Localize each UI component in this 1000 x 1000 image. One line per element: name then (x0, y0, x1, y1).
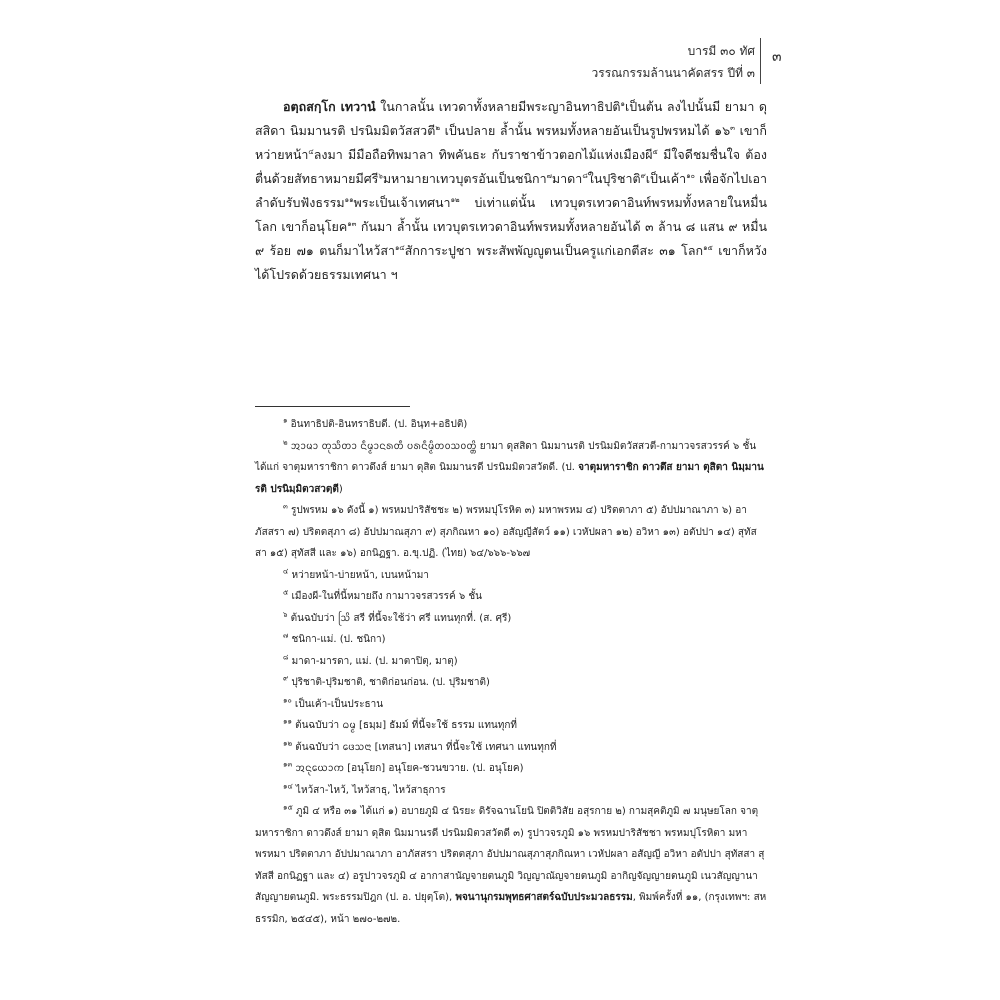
main-text (255, 95, 767, 287)
header-series-title: วรรณกรรมล้านนาคัดสรร ปีที่ ๓ (591, 66, 755, 80)
footnote-mark: ๒ (283, 438, 288, 447)
footnote-mark: ๙ (283, 674, 289, 683)
footnote-tail: , พิมพ์ครั้งที่ ๑๑, (กรุงเทพฯ: สหธรรมิก, ๒๕๔๕), หน้า ๒๗๐-๒๗๒. (255, 892, 767, 925)
footnote-text: ต้นฉบับว่า ᨵᨾ᩠ᨾ [ธมฺม] ธัมม์ ที่นี้จะใช้ ธรรม แทนทุกที่ (291, 720, 518, 731)
footnote-ref: ๓ (730, 123, 735, 132)
footnote-tail: ) (338, 483, 343, 495)
footnote-bold-title: พจนานุกรมพุทธศาสตร์ฉบับประมวลธรรม (455, 892, 633, 903)
footnote-mark: ๑๓ (283, 760, 293, 769)
footnote-mark: ๑๒ (283, 739, 293, 748)
footnote-divider (255, 406, 410, 407)
footnote-text: ᩋᩣᨾᩣ ᨲᩩᩈᩥᨲᩣ ᨶᩥᨾ᩠ᨾᩣᨶᩁᨲᩥ ᨷᩁᨶᩥᨾ᩠ᨾᩥᨲᩅᩈᩅᨲ᩠ᨲᩦ ยามา ดุสสิดา นิมมานรติ ปรนิมมิตวัสสวตี-กามาวจรสวรรค์ ๖ ชั้น ได้แก่ จาตุมหาราชิกา ดาวดึงส์ ยามา ดุสิต นิมมานรดี ปรนิมมิตวสวัตดี. (ป. (255, 440, 757, 473)
footnote-ref: ๑๐ (686, 171, 695, 180)
body-text-segment: เป็นปลาย ล้ำนั้น พรหมทั้งหลายอันเป็นรูปพรหมได้ ๑๖ (439, 123, 731, 138)
footnote (255, 737, 767, 759)
body-text-segment: เขาก็หว่ายหน้า (255, 123, 768, 162)
footnote (255, 608, 767, 630)
footnotes (255, 414, 767, 930)
body-text-segment: กันมา ล้ำนั้น เทวบุตรเทวดาอินท์พรหมทั้งหลายอันได้ ๓ ล้าน ๘ แสน ๙ หมื่น ๙ ร้อย ๗๑ ตนก็มาไหว้สา (255, 219, 767, 258)
footnote (255, 565, 767, 587)
footnote-ref: ๖ (378, 171, 383, 180)
footnote (255, 715, 767, 737)
header-divider (760, 38, 761, 84)
footnote-mark: ๑ (283, 416, 288, 425)
body-text-segment: มีใจดีชมชื่นใจ ต้องตื่นด้วยสัทธาหมายมีศรี (255, 147, 767, 186)
footnote-ref: ๙ (640, 171, 646, 180)
footnote-text: ต้นฉบับว่า ᨴᩮᩈᨶᩣ [เทสนา] เทสนา ที่นี้จะใช้ เทศนา แทนทุกที่ (292, 741, 557, 753)
footnote (255, 780, 767, 802)
footnote-bold-title: จาตุมหาราชิก ดาวตึส ยามา ตุสิตา นิมฺมานรติ ปรนิมฺมิตวสวตฺตี (255, 462, 764, 495)
footnote-ref: ๑๓ (347, 219, 357, 228)
footnote-text: เป็นเค้า-เป็นประธาน (291, 698, 384, 710)
footnote-mark: ๔ (283, 567, 289, 576)
lead-phrase: อตฺถสกฺโก เทวานํ (283, 99, 376, 114)
footnote-mark: ๘ (283, 653, 289, 662)
footnote-mark: ๓ (283, 502, 288, 511)
footnote-ref: ๔ (308, 147, 314, 156)
body-text-segment: ในปุริชาติ (587, 171, 641, 186)
body-text-segment: มาดา (551, 171, 583, 186)
body-text (255, 99, 767, 282)
footnote-text: หว่ายหน้า-บ่ายหน้า, เบนหน้ามา (288, 569, 429, 581)
footnote-mark: ๑๕ (283, 803, 293, 812)
footnote-text: ไหว้สา-ไหว้, ไหว้สาธุ, ไหว้สาธุการ (292, 784, 446, 796)
footnote-text: ต้นฉบับว่า ᩈᩕᩦ สรี ที่นี้จะใช้ว่า ศรี แทนทุกที่. (ส. ศฺรี) (287, 612, 512, 624)
body-text-segment: มหามายาเทวบุตรอันเป็นชนิกา (382, 171, 547, 186)
footnote (255, 500, 767, 565)
footnote (255, 694, 767, 716)
header-book-title: บารมี ๓๐ ทัศ (687, 44, 755, 58)
footnote-ref: ๗ (546, 171, 552, 180)
footnote-mark: ๑๐ (283, 696, 292, 705)
body-text-segment: สักการะปูชา พระสัพพัญญูตนเป็นครูแก่เอกตีสะ ๓๑ โลก (404, 243, 704, 258)
footnote-ref: ๕ (652, 147, 658, 156)
footnote-ref: ๒ (435, 123, 440, 132)
footnote-mark: ๑๑ (283, 717, 292, 726)
body-text-segment: เขาก็หวังได้โปรดด้วยธรรมเทศนา ฯ (255, 243, 767, 282)
footnote-text: อินทาธิปติ-อินทราธิบดี. (ป. อินฺท+อธิปติ) (287, 419, 468, 430)
footnote-ref: ๘ (582, 171, 588, 180)
body-text-segment: เพื่อจักไปเอาลำดับรับฟังธรรม (255, 171, 767, 210)
footnote-mark: ๗ (283, 631, 289, 640)
footnote-mark: ๕ (283, 588, 289, 597)
footnote-text: ᩋᨶᩩᨿᩮᩣᨠ [อนุโยก] อนุโยค-ชวนขวาย. (ป. อนุโยค) (292, 763, 524, 774)
body-text-segment: พระเป็นเจ้าเทศนา (353, 195, 451, 210)
footnote (255, 586, 767, 608)
footnote-ref: ๑๑ (344, 195, 354, 204)
footnote-mark: ๖ (283, 610, 288, 619)
footnote-text: ปุริชาติ-ปุริมชาติ, ชาติก่อนก่อน. (ป. ปุริมชาติ) (288, 677, 490, 688)
body-text-segment: ลงมา มีมือถือทิพมาลา ทิพคันธะ กับราชาข้าวตอกไม้แห่งเมืองผี (313, 147, 653, 162)
footnote (255, 758, 767, 780)
footnote (255, 629, 767, 651)
page-number: ๓ (772, 49, 782, 65)
footnote-text: เมืองผี-ในที่นี้หมายถึง กามาวจรสวรรค์ ๖ ชั้น (288, 591, 482, 602)
footnote-ref: ๑๒ (450, 195, 460, 204)
footnote-ref: ๑ (620, 99, 625, 108)
footnote (255, 436, 767, 501)
footnote-text: ชนิกา-แม่. (ป. ชนิกา) (288, 634, 386, 645)
body-text-segment: บ่เท่าแต่นั้น เทวบุตรเทวดาอินท์พรหมทั้งหลายในหมื่นโลก เขาก็อนุโยค (255, 195, 767, 234)
body-text-segment: เป็นเค้า (645, 171, 687, 186)
footnote-text: มาดา-มารดา, แม่. (ป. มาตาปิตุ, มาตุ) (288, 655, 458, 667)
running-header (395, 40, 755, 84)
footnote-text: รูปพรหม ๑๖ ดังนี้ ๑) พรหมปาริสัชชะ ๒) พรหมปุโรหิต ๓) มหาพรหม ๔) ปริตตาภา ๕) อัปปมาณาภา ๖) อาภัสสรา ๗) ปริตตสุภา ๘) อัปปมาณสุภา ๙) สุภกิณหา ๑๐) อสัญญีสัตว์ ๑๑) เวหัปผลา ๑๒) อวิหา ๑๓) อตัปปา ๑๔) สุทัสสา ๑๕) สุทัสสี และ ๑๖) อกนิฏฐา. อ.ขุ.ปฏิ. (ไทย) ๖๔/๖๖๖-๖๖๗ (255, 505, 757, 559)
footnote-mark: ๑๔ (283, 782, 293, 791)
body-text-segment: ในกาลนั้น เทวดาทั้งหลายมีพระญาอินทาธิปติ (375, 99, 621, 114)
body-paragraph (255, 95, 767, 287)
footnote (255, 801, 767, 930)
footnote (255, 414, 767, 436)
footnote (255, 651, 767, 673)
footnote-ref: ๑๕ (703, 243, 713, 252)
footnote-text: ภูมิ ๔ หรือ ๓๑ ได้แก่ ๑) อบายภูมิ ๔ นิรยะ ดิรัจฉานโยนิ ปิตติวิสัย อสุรกาย ๒) กามสุคติภูมิ ๗ มนุษยโลก จาตุมหาราชิกา ดาวดึงส์ ยามา ดุสิต นิมมานรดี ปรนิมมิตวสวัตดี ๓) รูปาวจรภูมิ ๑๖ พรหมปาริสัชชา พรหมปุโรหิตา มหาพรหมา ปริตตาภา อัปปมาณาภา อาภัสสรา ปริตตสุภา อัปปมาณสุภาสุภกิณหา เวหัปผลา อสัญญี อวิหา อตัปปา สุทัสสา สุทัสสี อกนิฏฐา และ ๔) อรูปาวจรภูมิ ๔ อากาสานัญจายตนภูมิ วิญญาณัญจายตนภูมิ อากิญจัญญายตนภูมิ เนวสัญญานาสัญญายตนภูมิ. พระธรรมปิฎก (ป. อ. ปยุตฺโต), (255, 806, 765, 903)
footnote-ref: ๑๔ (394, 243, 405, 252)
footnote (255, 672, 767, 694)
body-text-segment: เป็นต้น ลงไปนั้นมี ยามา ดุสสิดา นิมมานรติ ปรนิมมิตวัสสวตี (255, 99, 767, 138)
